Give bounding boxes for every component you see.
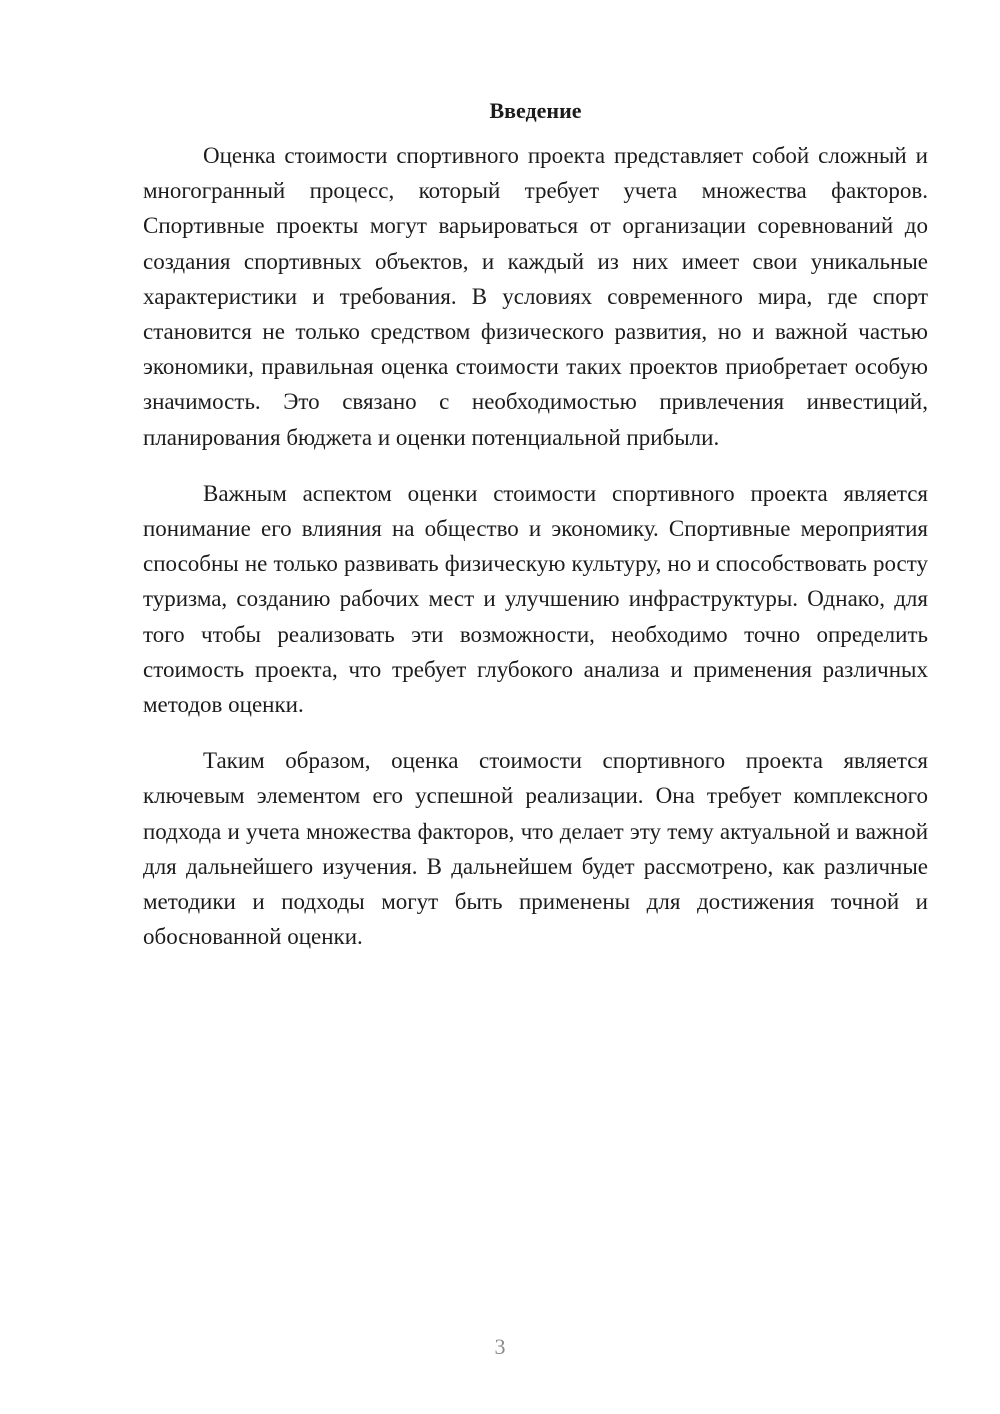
paragraph-2: Важным аспектом оценки стоимости спортивного проекта является понимание его влияния на общество и экономику. Спортивные мероприятия способны не только развивать физическую культуру, но и способствовать росту туризма, созданию рабочих мест и улучшению инфраструктуры. Однако, для того чтобы реализовать эти возможности, необходимо точно определить стоимость проекта, что требует глубокого анализа и применения различных методов оценки. — [143, 480, 928, 718]
section-heading: Введение — [489, 98, 582, 123]
paragraph-1: Оценка стоимости спортивного проекта представляет собой сложный и многогранный процесс, который требует учета множества факторов. Спортивные проекты могут варьироваться от организации соревнований до создания спортивных объектов, и каждый из них имеет свои уникальные характеристики и требования. В условиях современного мира, где спорт становится не только средством физического развития, но и важной частью экономики, правильная оценка стоимости таких проектов приобретает особую значимость. Это связано с необходимостью привлечения инвестиций, планирования бюджета и оценки потенциальной прибыли. — [143, 143, 928, 450]
page-number: 3 — [494, 1334, 506, 1359]
paragraph-3: Таким образом, оценка стоимости спортивного проекта является ключевым элементом его успешной реализации. Она требует комплексного подхода и учета множества факторов, что делает эту тему актуальной и важной для дальнейшего изучения. В дальнейшем будет рассмотрено, как различные методики и подходы могут быть применены для достижения точной и обоснованной оценки. — [143, 748, 928, 950]
page-content — [143, 96, 928, 954]
